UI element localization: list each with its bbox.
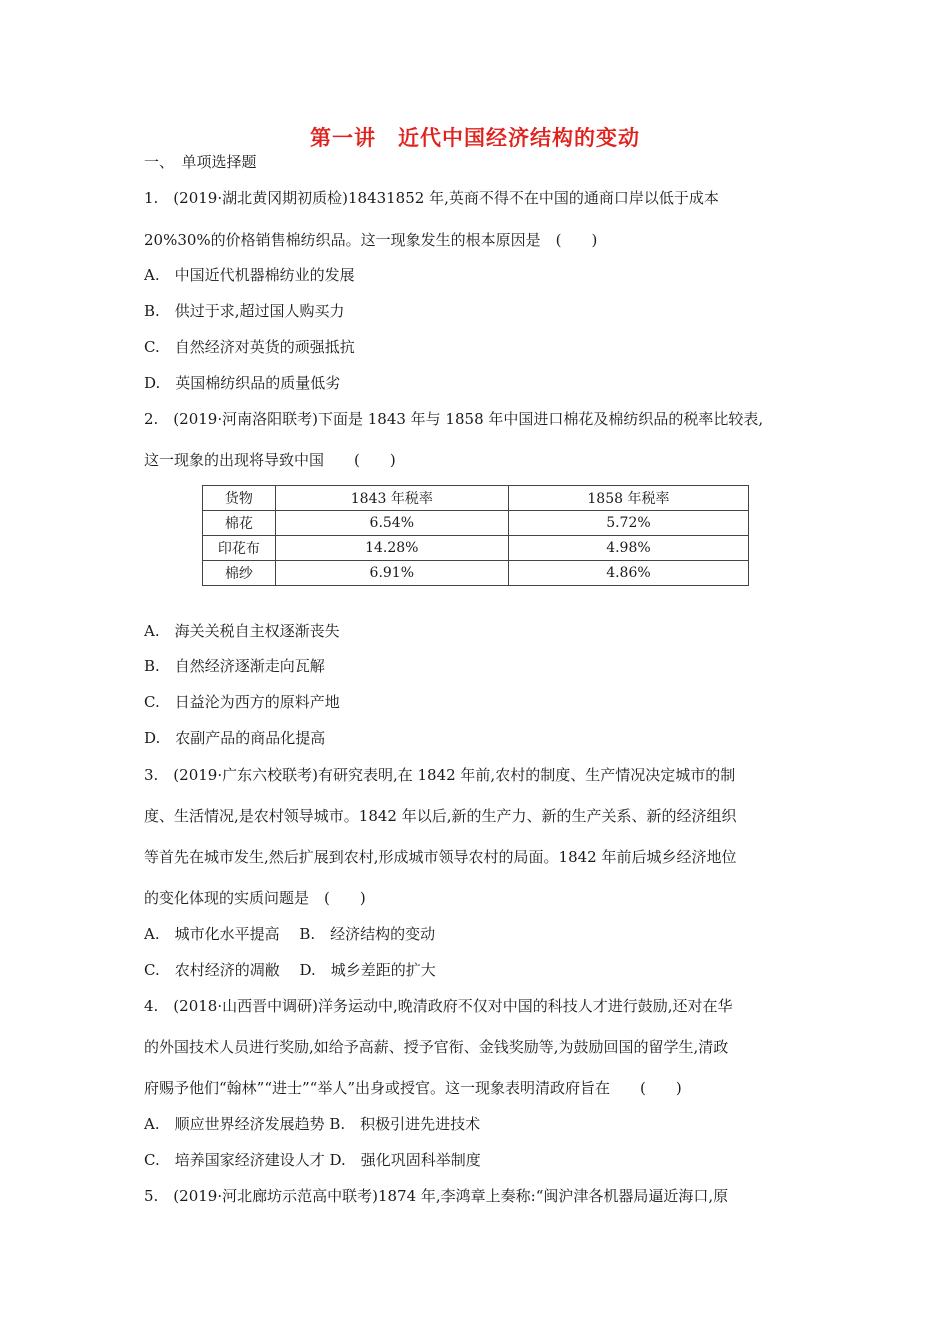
tax-rate-table <box>202 485 749 586</box>
table-row <box>203 511 749 536</box>
q3-options-row-1: A. 城市化水平提高 B. 经济结构的变动 <box>144 925 436 943</box>
table-cell: 5.72% <box>508 511 748 536</box>
lecture-title: 第一讲 近代中国经济结构的变动 <box>310 126 640 150</box>
table-header-row <box>203 486 749 511</box>
q3-stem-line-2: 度、生活情况,是农村领导城市。1842 年以后,新的生产力、新的生产关系、新的经济组织 <box>144 807 737 825</box>
q4-stem-line-1: 4. (2018·山西晋中调研)洋务运动中,晚清政府不仅对中国的科技人才进行鼓励,还对在华 <box>144 997 733 1015</box>
q1-option-d: D. 英国棉纺织品的质量低劣 <box>144 374 341 392</box>
q3-stem-line-4: 的变化体现的实质问题是 ( ) <box>144 889 366 907</box>
table-cell: 6.54% <box>275 511 508 536</box>
q1-stem-line-1: 1. (2019·湖北黄冈期初质检)18431852 年,英商不得不在中国的通商口岸以低于成本 <box>144 189 719 207</box>
q4-options-row-1: A. 顺应世界经济发展趋势 B. 积极引进先进技术 <box>144 1115 481 1133</box>
table-row <box>203 536 749 561</box>
q1-option-c: C. 自然经济对英货的顽强抵抗 <box>144 338 355 356</box>
q2-stem-line-2: 这一现象的出现将导致中国 ( ) <box>144 451 396 469</box>
q4-options-row-2: C. 培养国家经济建设人才 D. 强化巩固科举制度 <box>144 1151 481 1169</box>
q4-stem-line-2: 的外国技术人员进行奖励,如给予高薪、授予官衔、金钱奖励等,为鼓励回国的留学生,清政 <box>144 1038 729 1056</box>
table-cell: 6.91% <box>275 561 508 586</box>
q2-option-b: B. 自然经济逐渐走向瓦解 <box>144 657 325 675</box>
table-row <box>203 561 749 586</box>
q4-stem-line-3: 府赐予他们“翰林”“进士”“举人”出身或授官。这一现象表明清政府旨在 ( ) <box>144 1079 682 1097</box>
table-header-cell: 1858 年税率 <box>508 486 748 511</box>
q2-option-d: D. 农副产品的商品化提高 <box>144 729 326 747</box>
q2-option-a: A. 海关关税自主权逐渐丧失 <box>144 622 340 640</box>
table-cell: 4.86% <box>508 561 748 586</box>
table-cell: 印花布 <box>203 536 276 561</box>
table-cell: 棉花 <box>203 511 276 536</box>
table-header-cell: 货物 <box>203 486 276 511</box>
table-cell: 4.98% <box>508 536 748 561</box>
q1-option-b: B. 供过于求,超过国人购买力 <box>144 302 345 320</box>
table-cell: 棉纱 <box>203 561 276 586</box>
q1-option-a: A. 中国近代机器棉纺业的发展 <box>144 266 355 284</box>
q2-stem-line-1: 2. (2019·河南洛阳联考)下面是 1843 年与 1858 年中国进口棉花及棉纺织品的税率比较表, <box>144 410 764 428</box>
q3-options-row-2: C. 农村经济的凋敝 D. 城乡差距的扩大 <box>144 961 436 979</box>
table-header-cell: 1843 年税率 <box>275 486 508 511</box>
table-cell: 14.28% <box>275 536 508 561</box>
q1-stem-line-2: 20%30%的价格销售棉纺织品。这一现象发生的根本原因是 ( ) <box>144 231 598 249</box>
q5-stem-line-1: 5. (2019·河北廊坊示范高中联考)1874 年,李鸿章上奏称:“闽沪津各机器局逼近海口,原 <box>144 1187 729 1205</box>
section-heading: 一、 单项选择题 <box>144 153 257 171</box>
q3-stem-line-1: 3. (2019·广东六校联考)有研究表明,在 1842 年前,农村的制度、生产情况决定城市的制 <box>144 766 736 784</box>
q3-stem-line-3: 等首先在城市发生,然后扩展到农村,形成城市领导农村的局面。1842 年前后城乡经济地位 <box>144 848 737 866</box>
q2-option-c: C. 日益沦为西方的原料产地 <box>144 693 340 711</box>
